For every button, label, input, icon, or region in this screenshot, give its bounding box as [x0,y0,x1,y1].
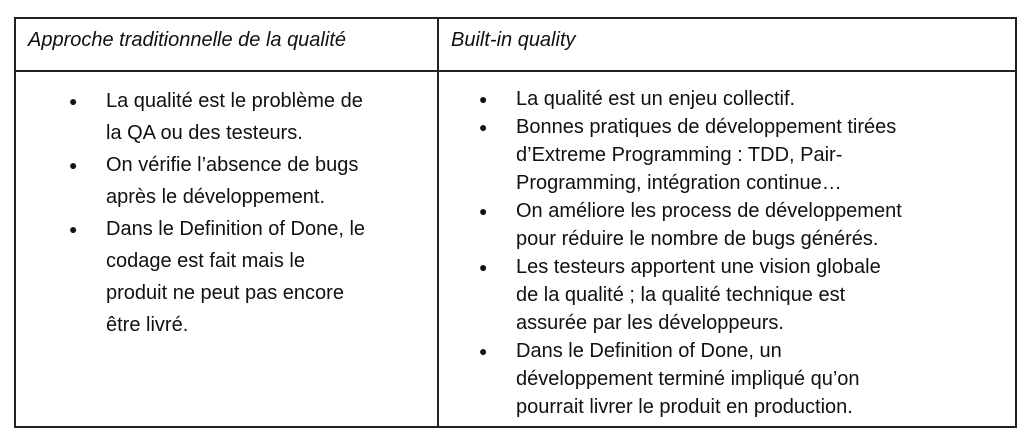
list-item-line: de la qualité ; la qualité technique est [516,284,846,306]
list-item-line: après le développement. [106,186,326,208]
list-item-line: codage est fait mais le [106,250,305,272]
list-item-line: On améliore les process de développement [516,200,902,222]
list-item-line: Dans le Definition of Done, le [106,218,366,240]
list-item-line: Bonnes pratiques de développement tirées [516,116,897,138]
list-item-line: Dans le Definition of Done, un [516,340,782,362]
list-item-line: On vérifie l’absence de bugs [106,154,359,176]
header-built-in-quality: Built-in quality [451,29,576,51]
list-item-line: pourrait livrer le produit en production. [516,396,853,418]
column-divider [437,19,439,426]
list-item-line: La qualité est le problème de [106,90,363,112]
built-in-quality-list [479,85,902,421]
list-item [479,113,902,197]
bullet-icon: ● [69,93,78,109]
traditional-approach-list [69,85,366,341]
bullet-icon: ● [69,157,78,173]
list-item [479,253,902,337]
list-item-line: développement terminé impliqué qu’on [516,368,860,390]
list-item [69,85,365,149]
list-item-line: Les testeurs apportent une vision globale [516,256,881,278]
list-item [479,337,902,421]
list-item-line: d’Extreme Programming : TDD, Pair- [516,144,843,166]
list-item-line: pour réduire le nombre de bugs générés. [516,228,879,250]
bullet-icon: ● [479,91,488,107]
header-divider [16,70,1015,72]
list-item-line: produit ne peut pas encore [106,282,344,304]
comparison-table [14,17,1017,428]
list-item [69,213,366,341]
bullet-icon: ● [69,221,78,237]
list-item-line: être livré. [106,314,189,336]
list-item [479,197,902,253]
list-item-line: Programming, intégration continue… [516,172,842,194]
list-item [69,149,365,213]
bullet-icon: ● [479,119,488,135]
list-item [479,85,902,113]
header-traditional-approach: Approche traditionnelle de la qualité [28,29,346,51]
list-item-line: la QA ou des testeurs. [106,122,303,144]
list-item-line: assurée par les développeurs. [516,312,784,334]
bullet-icon: ● [479,203,488,219]
list-item-line: La qualité est un enjeu collectif. [516,88,796,110]
bullet-icon: ● [479,259,488,275]
bullet-icon: ● [479,343,488,359]
